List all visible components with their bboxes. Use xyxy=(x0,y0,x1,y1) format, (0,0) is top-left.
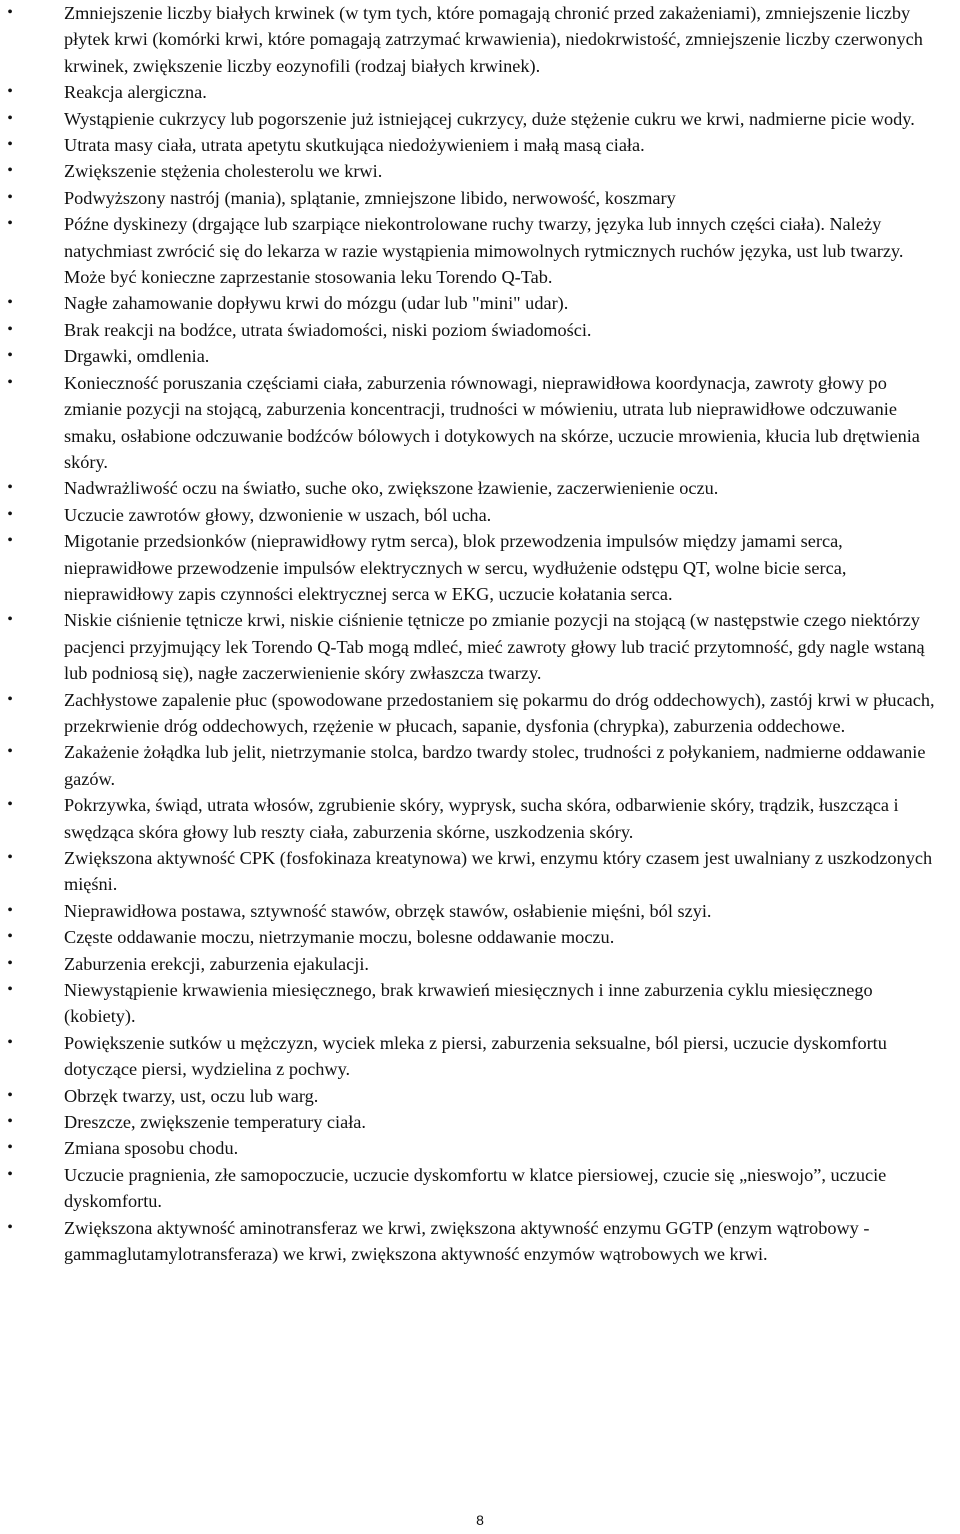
bullet-icon: • xyxy=(7,1139,13,1157)
list-item xyxy=(0,185,960,211)
bullet-icon: • xyxy=(7,849,13,866)
list-item xyxy=(0,317,960,343)
list-item xyxy=(0,475,960,501)
list-item-text: Powiększenie sutków u mężczyzn, wyciek mleka z piersi, zaburzenia seksualne, ból piersi, uczucie dyskomfortu dotyczące piersi, wydzielina z pochwy. xyxy=(64,1032,887,1080)
bullet-icon: • xyxy=(7,611,13,629)
list-item xyxy=(0,290,960,316)
list-item-text: Niewystąpienie krwawienia miesięcznego, brak krwawień miesięcznych i inne zaburzenia cyklu miesięcznego (kobiety). xyxy=(64,980,873,1027)
bullet-icon: • xyxy=(7,162,13,180)
list-item-text: Zachłystowe zapalenie płuc (spowodowane przedostaniem się pokarmu do dróg oddechowych), zastój krwi w płucach, przekrwienie dróg oddechowych, rzężenie w płucach, sapanie, dysfonia (chrypka), zaburzenia oddechowe. xyxy=(64,689,935,736)
bullet-icon: • xyxy=(7,320,13,338)
list-item xyxy=(0,924,960,950)
list-item-text: Dreszcze, zwiększenie temperatury ciała. xyxy=(64,1112,366,1133)
list-item-text: Zakażenie żołądka lub jelit, nietrzymanie stolca, bardzo twardy stolec, trudności z połykaniem, nadmierne oddawanie gazów. xyxy=(64,742,926,789)
list-item-text: Brak reakcji na bodźce, utrata świadomości, niski poziom świadomości. xyxy=(64,319,592,340)
bullet-icon: • xyxy=(7,505,13,523)
list-item xyxy=(0,977,960,1030)
bullet-icon: • xyxy=(7,215,13,233)
list-item xyxy=(0,1135,960,1161)
list-item-text: Nadwrażliwość oczu na światło, suche oko, zwiększone łzawienie, zaczerwienienie oczu. xyxy=(64,478,719,499)
bullet-icon: • xyxy=(7,981,13,999)
list-item-text: Uczucie zawrotów głowy, dzwonienie w uszach, ból ucha. xyxy=(64,504,492,525)
list-item-text: Obrzęk twarzy, ust, oczu lub warg. xyxy=(64,1085,319,1106)
list-item xyxy=(0,1162,960,1215)
bullet-icon: • xyxy=(7,373,13,391)
list-item xyxy=(0,106,960,132)
bullet-icon: • xyxy=(7,4,13,21)
list-item-text: Zmiana sposobu chodu. xyxy=(64,1138,239,1159)
list-item-text: Zaburzenia erekcji, zaburzenia ejakulacji. xyxy=(64,953,370,974)
bullet-icon: • xyxy=(7,347,13,365)
list-item-text: Drgawki, omdlenia. xyxy=(64,346,210,367)
list-item-text: Nagłe zahamowanie dopływu krwi do mózgu (udar lub "mini" udar). xyxy=(64,293,569,314)
bullet-icon: • xyxy=(7,954,13,972)
list-item xyxy=(0,607,960,686)
list-item-text: Nieprawidłowa postawa, sztywność stawów, obrzęk stawów, osłabienie mięśni, ból szyi. xyxy=(64,900,712,921)
list-item-text: Migotanie przedsionków (nieprawidłowy rytm serca), blok przewodzenia impulsów między jamami serca, nieprawidłowe przewodzenie impulsów elektrycznych w sercu, wydłużenie odstępu QT, wolne bicie serca, nieprawidłowy zapis czynności elektrycznej serca w EKG, uczucie kołatania serca. xyxy=(64,531,847,604)
list-item-text: Zwiększona aktywność CPK (fosfokinaza kreatynowa) we krwi, enzymu który czasem jest uwalniany z uszkodzonych mięśni. xyxy=(64,848,933,895)
list-item xyxy=(0,792,960,845)
list-item-text: Wystąpienie cukrzycy lub pogorszenie już istniejącej cukrzycy, duże stężenie cukru we krwi, nadmierne picie wody. xyxy=(64,108,915,129)
bullet-icon: • xyxy=(7,1218,13,1236)
list-item xyxy=(0,845,960,898)
list-item-text: Pokrzywka, świąd, utrata włosów, zgrubienie skóry, wyprysk, sucha skóra, odbarwienie skóry, trądzik, łuszcząca i swędząca skóra głowy lub reszty ciała, zaburzenia skórne, uszkodzenia skóry. xyxy=(64,795,899,842)
bullet-icon: • xyxy=(7,796,13,814)
list-item-text: Uczucie pragnienia, złe samopoczucie, uczucie dyskomfortu w klatce piersiowej, czucie się „nieswojo”, uczucie dyskomfortu. xyxy=(64,1164,887,1212)
list-item xyxy=(0,79,960,105)
list-item-text: Konieczność poruszania częściami ciała, zaburzenia równowagi, nieprawidłowa koordynacja, zawroty głowy po zmianie pozycji na stojącą, zaburzenia koncentracji, trudności w mówieniu, utrata lub nieprawidłowe odczuwanie smaku, osłabione odczuwanie bodźców bólowych i dotykowych na skórze, uczucie mrowienia, kłucia lub drętwienia skóry. xyxy=(64,372,920,472)
bullet-icon: • xyxy=(7,294,13,312)
list-item xyxy=(0,343,960,369)
list-item-text: Późne dyskinezy (drgające lub szarpiące niekontrolowane ruchy twarzy, języka lub innych części ciała). Należy natychmiast zwrócić się do lekarza w razie wystąpienia mimowolnych rytmicznych ruchów języka, ust lub twarzy. Może być konieczne zaprzestanie stosowania leku Torendo Q-Tab. xyxy=(64,214,904,288)
bullet-icon: • xyxy=(7,1165,13,1183)
list-item xyxy=(0,502,960,528)
bullet-icon: • xyxy=(7,109,13,127)
bullet-icon: • xyxy=(7,928,13,946)
list-item xyxy=(0,158,960,184)
list-item xyxy=(0,370,960,476)
list-item-text: Zwiększenie stężenia cholesterolu we krwi. xyxy=(64,161,383,182)
list-item-text: Utrata masy ciała, utrata apetytu skutkująca niedożywieniem i małą masą ciała. xyxy=(64,135,645,156)
bullet-icon: • xyxy=(7,1086,13,1104)
list-item xyxy=(0,1030,960,1083)
bullet-icon: • xyxy=(7,743,13,761)
page-number: 8 xyxy=(476,1512,484,1528)
bullet-icon: • xyxy=(7,83,13,101)
bullet-icon: • xyxy=(7,136,13,154)
list-item xyxy=(0,898,960,924)
list-item xyxy=(0,132,960,158)
list-item xyxy=(0,1215,960,1268)
list-item xyxy=(0,739,960,792)
list-item-text: Podwyższony nastrój (mania), splątanie, zmniejszone libido, nerwowość, koszmary xyxy=(64,187,676,208)
list-item xyxy=(0,211,960,290)
bullet-icon: • xyxy=(7,1113,13,1131)
list-item xyxy=(0,687,960,740)
list-item xyxy=(0,528,960,607)
bullet-icon: • xyxy=(7,532,13,550)
list-item-text: Zwiększona aktywność aminotransferaz we krwi, zwiększona aktywność enzymu GGTP (enzym wątrobowy - gammaglutamylotransferaza) we krwi, zwiększona aktywność enzymów wątrobowych we krwi. xyxy=(64,1217,870,1265)
list-item-text: Zmniejszenie liczby białych krwinek (w tym tych, które pomagają chronić przed zakażeniami), zmniejszenie liczby płytek krwi (komórki krwi, które pomagają zatrzymać krwawienia), niedokrwistość, zmniejszenie liczby czerwonych krwinek, zwiększenie liczby eozynofili (rodzaj białych krwinek). xyxy=(64,3,923,76)
list-item xyxy=(0,0,960,79)
list-item xyxy=(0,951,960,977)
list-item xyxy=(0,1109,960,1135)
bullet-icon: • xyxy=(7,1033,13,1051)
bullet-icon: • xyxy=(7,901,13,919)
list-item-text: Częste oddawanie moczu, nietrzymanie moczu, bolesne oddawanie moczu. xyxy=(64,927,615,948)
list-item xyxy=(0,1083,960,1109)
list-item-text: Reakcja alergiczna. xyxy=(64,82,207,103)
bullet-icon: • xyxy=(7,188,13,206)
list-item-text: Niskie ciśnienie tętnicze krwi, niskie ciśnienie tętnicze po zmianie pozycji na stojącą (w następstwie czego niektórzy pacjenci przyjmujący lek Torendo Q-Tab mogą mdleć, mieć zawroty głowy lub tracić przytomność, gdy nagle wstaną lub podniosą się), nagłe zaczerwienienie skóry zwłaszcza twarzy. xyxy=(64,610,925,684)
bullet-icon: • xyxy=(7,479,13,497)
bullet-icon: • xyxy=(7,690,13,708)
